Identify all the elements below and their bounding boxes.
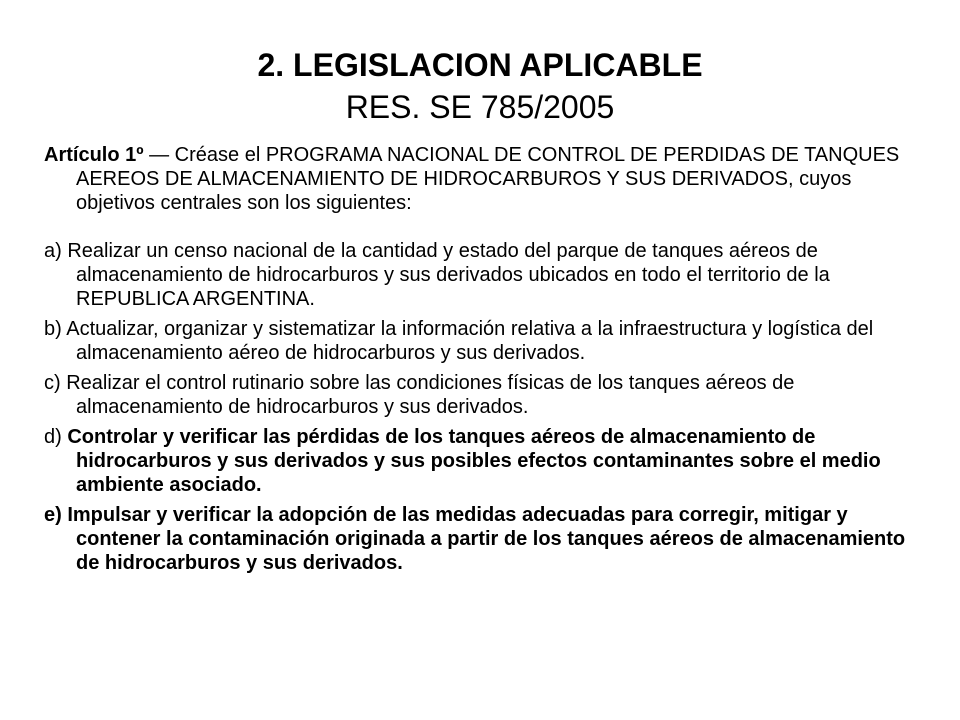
item-c: c) Realizar el control rutinario sobre las condiciones físicas de los tanques aéreos de almacenamiento de hidrocarburos y sus derivados. — [44, 372, 795, 418]
item-e: e) Impulsar y verificar la adopción de las medidas adecuadas para corregir, mitigar y contener la contaminación originada a partir de los tanques aéreos de almacenamiento de hidrocarburos y sus derivados. — [44, 504, 906, 574]
title-main: 2. LEGISLACION APLICABLE — [257, 47, 703, 83]
slide-body — [44, 143, 924, 575]
item-a: a) Realizar un censo nacional de la cantidad y estado del parque de tanques aéreos de almacenamiento de hidrocarburos y sus derivados ubicados en todo el territorio de la REPUBLICA ARGENTINA. — [44, 240, 830, 310]
article-paragraph — [44, 143, 924, 215]
slide-title — [0, 44, 960, 128]
item-d — [44, 425, 924, 497]
item-d-prefix: d) — [44, 426, 68, 448]
paragraph-spacer — [44, 215, 924, 239]
item-d-text: Controlar y verificar las pérdidas de los tanques aéreos de almacenamiento de hidrocarburos y sus derivados y sus posibles efectos contaminantes sobre el medio ambiente asociado. — [67, 426, 881, 496]
article-text: — Créase el PROGRAMA NACIONAL DE CONTROL DE PERDIDAS DE TANQUES AEREOS DE ALMACENAMIENTO DE HIDROCARBUROS Y SUS DERIVADOS, cuyos objetivos centrales son los siguientes: — [76, 144, 900, 214]
title-subtitle: RES. SE 785/2005 — [345, 89, 615, 125]
item-b: b) Actualizar, organizar y sistematizar la información relativa a la infraestructura y logística del almacenamiento aéreo de hidrocarburos y sus derivados. — [44, 318, 874, 364]
article-heading: Artículo 1º — [44, 144, 144, 166]
